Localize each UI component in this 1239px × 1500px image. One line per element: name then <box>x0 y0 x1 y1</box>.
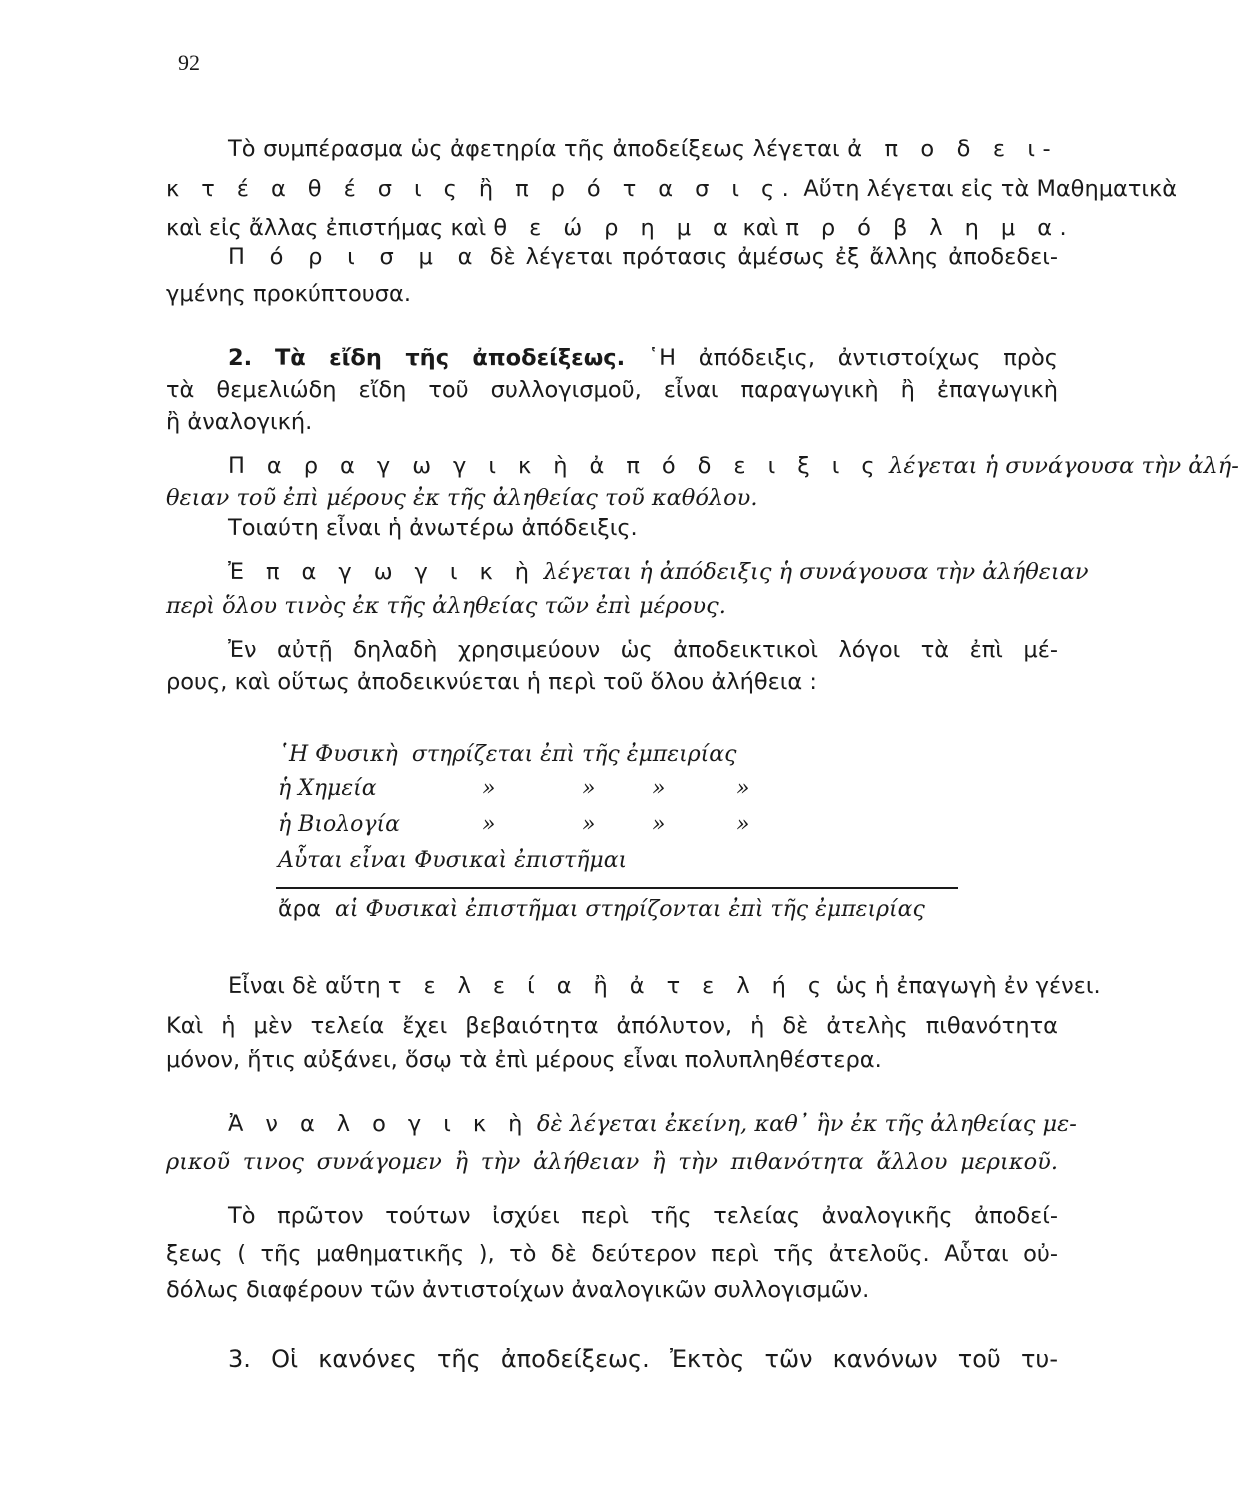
paragraph-5-line-1: Ἐν αὐτῇ δηλαδὴ χρησιμεύουν ὡς ἀποδεικτικοὶ λόγοι τὰ ἐπὶ μέ- <box>228 637 1058 663</box>
ditto-mark: » <box>736 776 750 801</box>
syllogism-row-2-subject: ἡ Χημεία <box>278 776 377 801</box>
paragraph-7-line-1 <box>166 1108 1077 1140</box>
therefore: ἄρα <box>278 897 321 922</box>
ditto-mark: » <box>736 812 750 837</box>
syllogism-divider <box>276 887 958 889</box>
section-title: Τὰ εἴδη τῆς ἀποδείξεως. <box>274 345 626 371</box>
ditto-mark: » <box>482 776 496 801</box>
spaced-term: Π ό ρ ι σ μ α <box>228 244 480 270</box>
subject: ῾Η Φυσικὴ <box>278 742 398 767</box>
text: δὲ λέγεται πρότασις ἀμέσως ἐξ ἄλλης ἀποδεδει- <box>489 244 1058 270</box>
paragraph-5-line-2: ρους, καὶ οὕτως ἀποδεικνύεται ἡ περὶ τοῦ ὅλου ἀλήθεια : <box>166 669 817 695</box>
paragraph-7-line-2: ρικοῦ τινος συνάγομεν ἢ τὴν ἀλήθειαν ἢ τὴν πιθανότητα ἄλλου μερικοῦ. <box>166 1149 1058 1175</box>
ditto-mark: » <box>482 812 496 837</box>
syllogism-row-4: Αὗται εἶναι Φυσικαὶ ἐπιστῆμαι <box>278 848 628 873</box>
page-number: 92 <box>178 50 200 75</box>
text: Τὸ συμπέρασμα ὡς ἀφετηρία τῆς ἀποδείξεως λέγεται <box>228 136 840 162</box>
section-title: Οἱ κανόνες τῆς ἀποδείξεως. <box>271 1345 650 1373</box>
ditto-mark: » <box>582 776 596 801</box>
paragraph-6-line-3: μόνον, ἥτις αὐξάνει, ὅσῳ τὰ ἐπὶ μέρους εἶναι πολυπληθέστερα. <box>166 1047 882 1073</box>
spaced-term: τ ε λ ε ί α ἢ ἀ τ ε λ ή ς <box>387 973 829 999</box>
spaced-term: Ἐ π α γ ω γ ι κ ὴ <box>228 559 537 585</box>
ditto-mark: » <box>652 776 666 801</box>
text: καὶ εἰς ἄλλας ἐπιστήμας καὶ <box>166 215 487 241</box>
text: ῾Η ἀπόδειξις, ἀντιστοίχως πρὸς <box>647 345 1059 371</box>
paragraph-8-line-3: δόλως διαφέρουν τῶν ἀντιστοίχων ἀναλογικῶν συλλογισμῶν. <box>166 1277 870 1303</box>
paragraph-4-line-1 <box>166 556 1089 588</box>
spaced-term: κ τ έ α θ έ σ ι ς ἢ π ρ ό τ α σ ι ς. <box>166 176 797 202</box>
spaced-term: Ἀ ν α λ ο γ ι κ ὴ <box>228 1111 530 1137</box>
paragraph-3-line-3: Τοιαύτη εἶναι ἡ ἀνωτέρω ἀπόδειξις. <box>228 515 638 541</box>
spaced-term: θ ε ώ ρ η μ α <box>493 215 736 241</box>
paragraph-4-line-2: περὶ ὅλου τινὸς ἐκ τῆς ἀληθείας τῶν ἐπὶ μέρους. <box>166 593 726 619</box>
section-number: 2. <box>228 345 253 371</box>
section-3-heading-line <box>166 1343 1058 1375</box>
italic-text: λέγεται ἡ ἀπόδειξις ἡ συνάγουσα τὴν ἀλήθειαν <box>543 559 1089 585</box>
paragraph-1-line-1 <box>166 133 1058 165</box>
paragraph-6-line-2: Καὶ ἡ μὲν τελεία ἔχει βεβαιότητα ἀπόλυτον, ἡ δὲ ἀτελὴς πιθανότητα <box>166 1013 1058 1039</box>
ditto-mark: » <box>652 812 666 837</box>
paragraph-1-line-2 <box>166 173 1178 205</box>
italic-text: λέγεται ἡ συνάγουσα τὴν ἀλή- <box>889 453 1239 479</box>
syllogism-row-3-subject: ἡ Βιολογία <box>278 812 401 837</box>
conclusion-text: αἱ Φυσικαὶ ἐπιστῆμαι στηρίζονται ἐπὶ τῆς ἐμπειρίας <box>334 897 925 922</box>
section-2-heading-line <box>166 342 1058 374</box>
text: Εἶναι δὲ αὕτη <box>228 973 381 999</box>
paragraph-8-line-1: Τὸ πρῶτον τούτων ἰσχύει περὶ τῆς τελείας ἀναλογικῆς ἀποδεί- <box>228 1203 1058 1229</box>
spaced-term: π ρ ό β λ η μ α. <box>785 215 1075 241</box>
section-2-line-2: τὰ θεμελιώδη εἴδη τοῦ συλλογισμοῦ, εἶναι παραγωγικὴ ἢ ἐπαγωγικὴ <box>166 377 1058 403</box>
text: ὡς ἡ ἐπαγωγὴ ἐν γένει. <box>835 973 1101 999</box>
paragraph-6-line-1 <box>166 970 1101 1002</box>
paragraph-1-line-3 <box>166 212 1075 244</box>
predicate: στηρίζεται ἐπὶ τῆς ἐμπειρίας <box>411 742 737 767</box>
paragraph-8-line-2: ξεως ( τῆς μαθηματικῆς ), τὸ δὲ δεύτερον περὶ τῆς ἀτελοῦς. Αὗται οὐ- <box>166 1241 1058 1267</box>
text: καὶ <box>742 215 779 241</box>
paragraph-3-line-1 <box>166 450 1239 482</box>
section-number: 3. <box>228 1345 251 1373</box>
section-2-line-3: ἢ ἀναλογική. <box>166 409 313 435</box>
paragraph-2-line-1 <box>166 241 1058 273</box>
syllogism-row-1 <box>278 740 736 770</box>
paragraph-2-line-2: γμένης προκύπτουσα. <box>166 281 411 307</box>
text: Αὕτη λέγεται εἰς τὰ Μαθηματικὰ <box>803 176 1178 202</box>
spaced-term: ἀ π ο δ ε ι- <box>847 136 1058 162</box>
italic-text: δὲ λέγεται ἐκείνη, καθ᾽ ἣν ἐκ τῆς ἀληθείας με- <box>536 1111 1077 1137</box>
paragraph-3-line-2: θειαν τοῦ ἐπὶ μέρους ἐκ τῆς ἀληθείας τοῦ καθόλου. <box>166 485 758 511</box>
text: Ἐκτὸς τῶν κανόνων τοῦ τυ- <box>669 1345 1058 1373</box>
ditto-mark: » <box>582 812 596 837</box>
syllogism-conclusion <box>278 895 925 925</box>
spaced-term: Π α ρ α γ ω γ ι κ ὴ ἀ π ό δ ε ι ξ ι ς <box>228 453 882 479</box>
